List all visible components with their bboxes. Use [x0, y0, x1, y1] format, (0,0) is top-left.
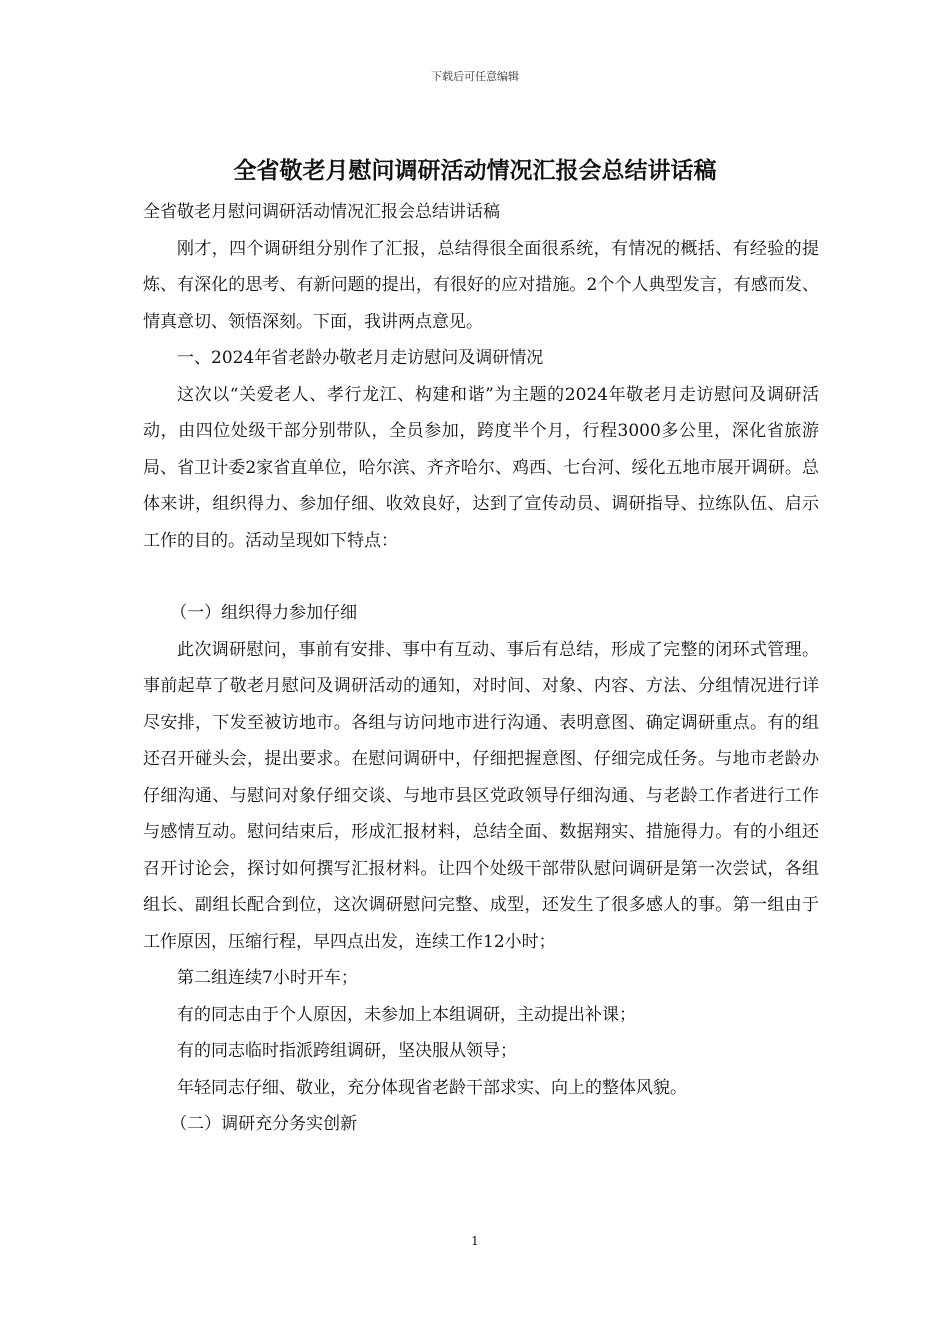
document-body [143, 194, 819, 1143]
paragraph-opening: 刚才，四个调研组分别作了汇报，总结得很全面很系统，有情况的概括、有经验的提炼、有深化的思考、有新问题的提出，有很好的应对措施。2个个人典型发言，有感而发、情真意切、领悟深刻。下面，我讲两点意见。 [143, 238, 819, 332]
paragraph-activity-overview: 这次以“关爱老人、孝行龙江、构建和谐”为主题的2024年敬老月走访慰问及调研活动，由四位处级干部分别带队，全员参加，跨度半个月，行程3000多公里，深化省旅游局、省卫计委2家省直单位，哈尔滨、齐齐哈尔、鸡西、七台河、绥化五地市展开调研。总体来讲，组织得力、参加仔细、收效良好，达到了宣传动员、调研指导、拉练队伍、启示工作的目的。活动呈现如下特点： [143, 384, 819, 551]
document-subtitle: 全省敬老月慰问调研活动情况汇报会总结讲话稿 [143, 202, 500, 222]
page-header-note: 下载后可任意编辑 [431, 70, 519, 83]
paragraph-makeup: 有的同志由于个人原因，未参加上本组调研，主动提出补课； [177, 1004, 636, 1025]
paragraph-spacer [143, 559, 819, 595]
paragraph-organization: 此次调研慰问，事前有安排、事中有互动、事后有总结，形成了完整的闭环式管理。事前起草了敬老月慰问及调研活动的通知，对时间、对象、内容、方法、分组情况进行详尽安排，下发至被访地市。各组与访问地市进行沟通、表明意图、确定调研重点。有的组还召开碰头会，提出要求。在慰问调研中，仔细把握意图、仔细完成任务。与地市老龄办仔细沟通、与慰问对象仔细交谈、与地市县区党政领导仔细沟通、与老龄工作者进行工作与感情互动。慰问结束后，形成汇报材料，总结全面、数据翔实、措施得力。有的小组还召开讨论会，探讨如何撰写汇报材料。让四个处级干部带队慰问调研是第一次尝试，各组组长、副组长配合到位，这次调研慰问完整、成型，还发生了很多感人的事。第一组由于工作原因，压缩行程，早四点出发，连续工作12小时； [143, 639, 819, 952]
document-title: 全省敬老月慰问调研活动情况汇报会总结讲话稿 [233, 158, 717, 184]
paragraph-young-staff: 年轻同志仔细、敬业，充分体现省老龄干部求实、向上的整体风貌。 [177, 1077, 687, 1098]
subsection-heading-2: （二）调研充分务实创新 [170, 1114, 358, 1134]
page-number: 1 [471, 1234, 479, 1248]
paragraph-group-two: 第二组连续7小时开车； [177, 968, 358, 988]
section-heading-1: 一、2024年省老龄办敬老月走访慰问及调研情况 [177, 348, 544, 368]
paragraph-cross-group: 有的同志临时指派跨组调研，坚决服从领导； [177, 1041, 517, 1061]
subsection-heading-1: （一）组织得力参加仔细 [170, 603, 358, 623]
